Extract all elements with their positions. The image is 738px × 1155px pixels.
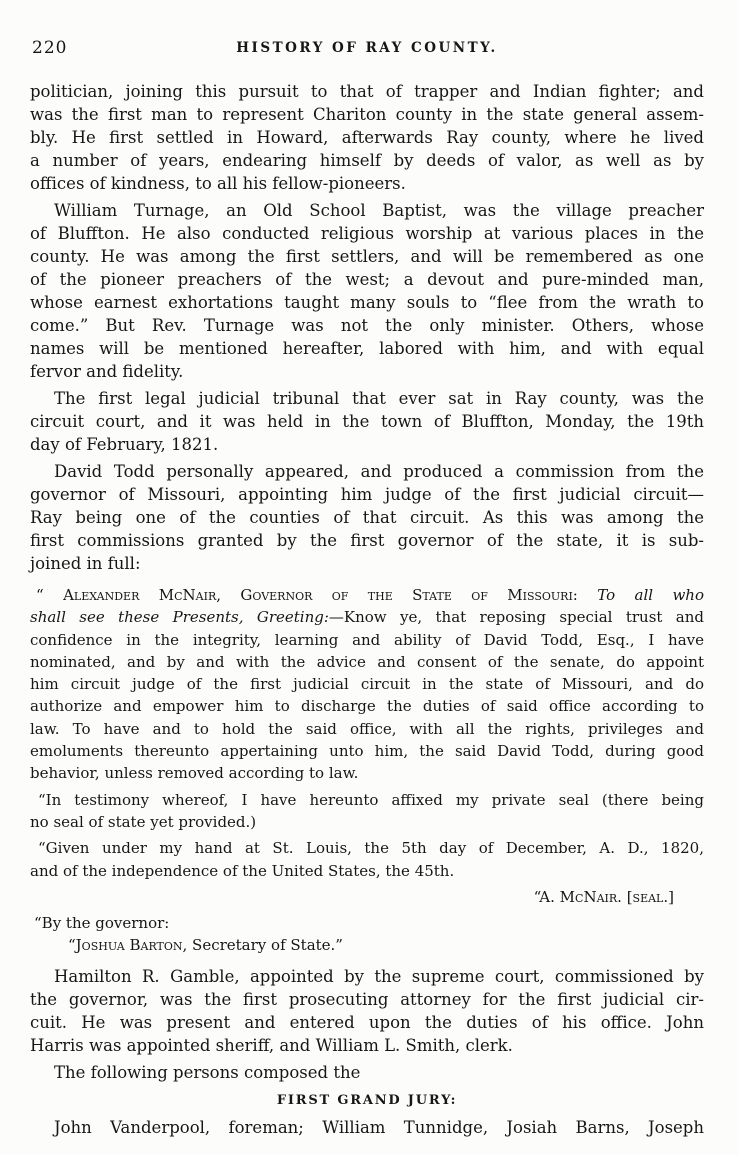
- text-line: “Joshua Barton, Secretary of State.”: [68, 936, 343, 955]
- text-line: come.” But Rev. Turnage was not the only minister. Others, whose: [30, 316, 704, 335]
- text-line: day of February, 1821.: [30, 435, 219, 454]
- page-header: [30, 38, 704, 62]
- page-number: 220: [32, 38, 68, 58]
- text-line: emoluments thereunto appertaining unto him, the said David Todd, during good: [30, 742, 704, 761]
- running-title: HISTORY OF RAY COUNTY.: [236, 40, 498, 56]
- paragraph: [30, 80, 704, 195]
- paragraph: [30, 199, 704, 383]
- text-line: FIRST GRAND JURY:: [276, 1092, 458, 1108]
- text-line: authorize and empower him to discharge the duties of said office according to: [30, 697, 704, 716]
- text-line: “By the governor:: [34, 914, 170, 933]
- paragraph: [30, 584, 704, 785]
- paragraph: [30, 965, 704, 1057]
- text-line: William Turnage, an Old School Baptist, was the village preacher: [54, 201, 704, 220]
- text-line: the governor, was the first prosecuting attorney for the first judicial cir-: [30, 989, 704, 1009]
- text-line: no seal of state yet provided.): [30, 812, 257, 831]
- paragraph: [30, 1061, 704, 1084]
- text-line: county. He was among the first settlers, and will be remembered as one: [30, 247, 704, 266]
- text-line: cuit. He was present and entered upon the duties of his office. John: [30, 1012, 704, 1032]
- text-line: David Todd personally appeared, and produced a commission from the: [54, 462, 704, 481]
- text-line: governor of Missouri, appointing him judge of the first judicial circuit—: [30, 485, 704, 504]
- text-line: confidence in the integrity, learning and ability of David Todd, Esq., I have: [30, 630, 704, 649]
- text-line: him circuit judge of the first judicial circuit in the state of Missouri, and do: [30, 675, 704, 694]
- text-line: shall see these Presents, Greeting:—Know ye, that reposing special trust and: [30, 608, 705, 627]
- text-line: bly. He first settled in Howard, afterwards Ray county, where he lived: [30, 128, 704, 147]
- text-line: The first legal judicial tribunal that ever sat in Ray county, was the: [54, 389, 704, 408]
- text-line: names will be mentioned hereafter, labored with him, and with equal: [30, 339, 704, 358]
- text-line: “Given under my hand at St. Louis, the 5th day of December, A. D., 1820,: [38, 839, 704, 858]
- text-line: fervor and fidelity.: [30, 362, 184, 381]
- paragraph: [30, 460, 704, 575]
- text-line: and of the independence of the United States, the 45th.: [30, 861, 455, 880]
- text-line: Ray being one of the counties of that circuit. As this was among the: [30, 508, 704, 527]
- text-line: circuit court, and it was held in the town of Bluffton, Monday, the 19th: [30, 412, 704, 431]
- paragraph: [30, 837, 704, 882]
- text-line: first commissions granted by the first governor of the state, it is sub-: [30, 531, 704, 550]
- paragraph: [30, 886, 704, 908]
- text-line: whose earnest exhortations taught many souls to “flee from the wrath to: [30, 293, 704, 312]
- text-line: was the first man to represent Chariton county in the state general assem-: [30, 105, 704, 124]
- paragraph: [30, 1116, 704, 1139]
- paragraph: [30, 1090, 704, 1112]
- paragraph: [30, 912, 704, 957]
- text-line: offices of kindness, to all his fellow-pioneers.: [30, 174, 406, 193]
- text-line: “ Alexander McNair, Governor of the State of Missouri: To all who: [36, 586, 704, 604]
- paragraph: [30, 387, 704, 456]
- text-line: behavior, unless removed according to law.: [30, 764, 359, 783]
- text-line: law. To have and to hold the said office, with all the rights, privileges and: [30, 719, 704, 738]
- text-line: Harris was appointed sheriff, and William L. Smith, clerk.: [30, 1035, 513, 1055]
- text-line: John Vanderpool, foreman; William Tunnidge, Josiah Barns, Joseph: [54, 1117, 704, 1137]
- text-line: of Bluffton. He also conducted religious worship at various places in the: [30, 224, 704, 243]
- text-line: The following persons composed the: [54, 1062, 361, 1082]
- text-line: Hamilton R. Gamble, appointed by the supreme court, commissioned by: [54, 966, 704, 986]
- text-line: a number of years, endearing himself by deeds of valor, as well as by: [30, 151, 704, 170]
- text-line: nominated, and by and with the advice and consent of the senate, do appoint: [30, 652, 704, 671]
- page-body-text: [30, 80, 704, 1139]
- text-line: of the pioneer preachers of the west; a devout and pure-minded man,: [30, 270, 704, 289]
- text-line: “In testimony whereof, I have hereunto affixed my private seal (there being: [38, 790, 704, 809]
- paragraph: [30, 789, 704, 834]
- text-line: politician, joining this pursuit to that of trapper and Indian fighter; and: [30, 82, 704, 101]
- text-line: “A. McNair. [seal.]: [533, 887, 674, 906]
- text-line: joined in full:: [30, 554, 141, 573]
